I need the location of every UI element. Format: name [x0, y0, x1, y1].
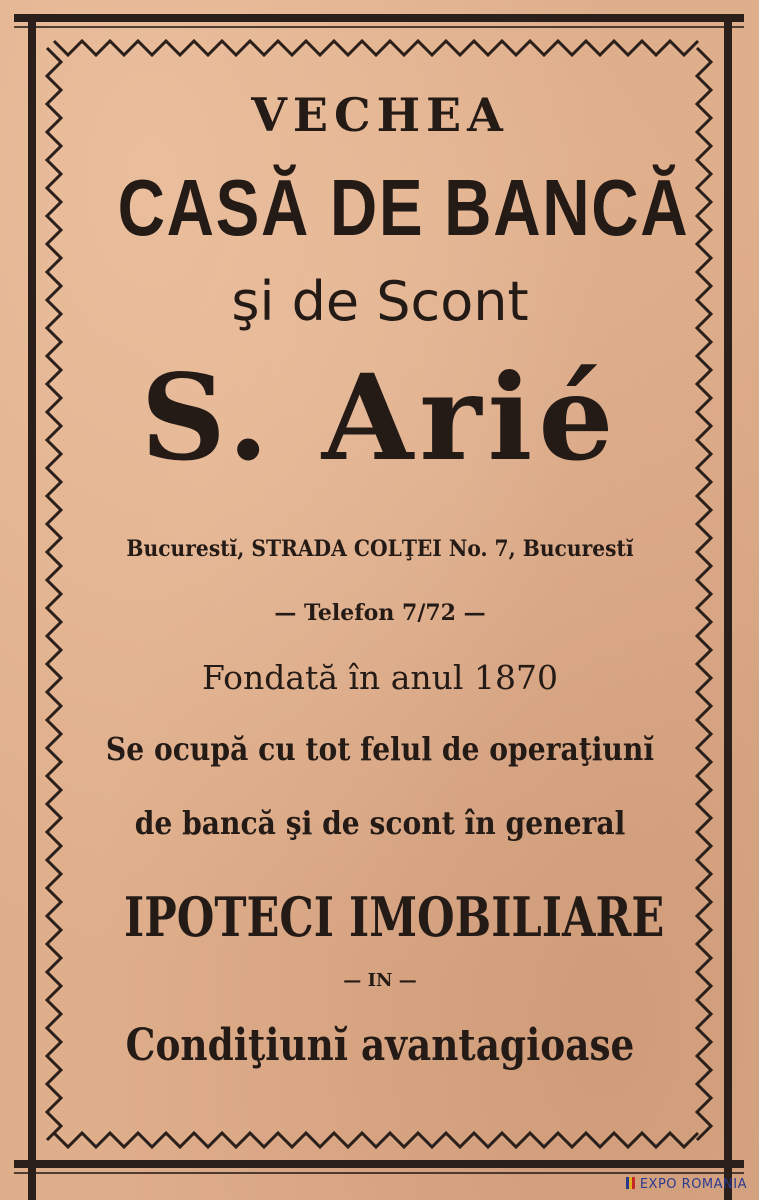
heading-vechea: VECHEA	[251, 88, 509, 142]
zigzag-left	[47, 48, 61, 1140]
zigzag-top	[54, 41, 698, 55]
founded-line: Fondată în anul 1870	[202, 658, 558, 697]
heading-casa-de-banca: CASĂ DE BANCĂ	[117, 163, 690, 252]
heading-ipoteci-imobiliare: IPOTECI IMOBILIARE	[124, 885, 665, 949]
in-separator: — IN —	[343, 970, 417, 991]
zigzag-bottom	[54, 1133, 698, 1147]
heading-conditiuni: Condiţiunĭ avantagioase	[125, 1020, 635, 1071]
telefon-line: — Telefon 7/72 —	[274, 600, 486, 626]
heading-si-de-scont: şi de Scont	[231, 270, 529, 333]
heading-s-arie: S. Arié	[140, 348, 620, 487]
address-line: Bucurestĭ, STRADA COLŢEI No. 7, Bucurestĭ	[126, 536, 634, 562]
flag-red-bar	[632, 1177, 635, 1189]
services-line-1: Se ocupă cu tot felul de operaţiunĭ	[105, 730, 655, 768]
expo-romania-watermark	[626, 1177, 747, 1192]
services-line-2: de bancă şi de scont în general	[134, 804, 626, 842]
watermark-text: EXPO ROMANIA	[639, 1177, 747, 1192]
